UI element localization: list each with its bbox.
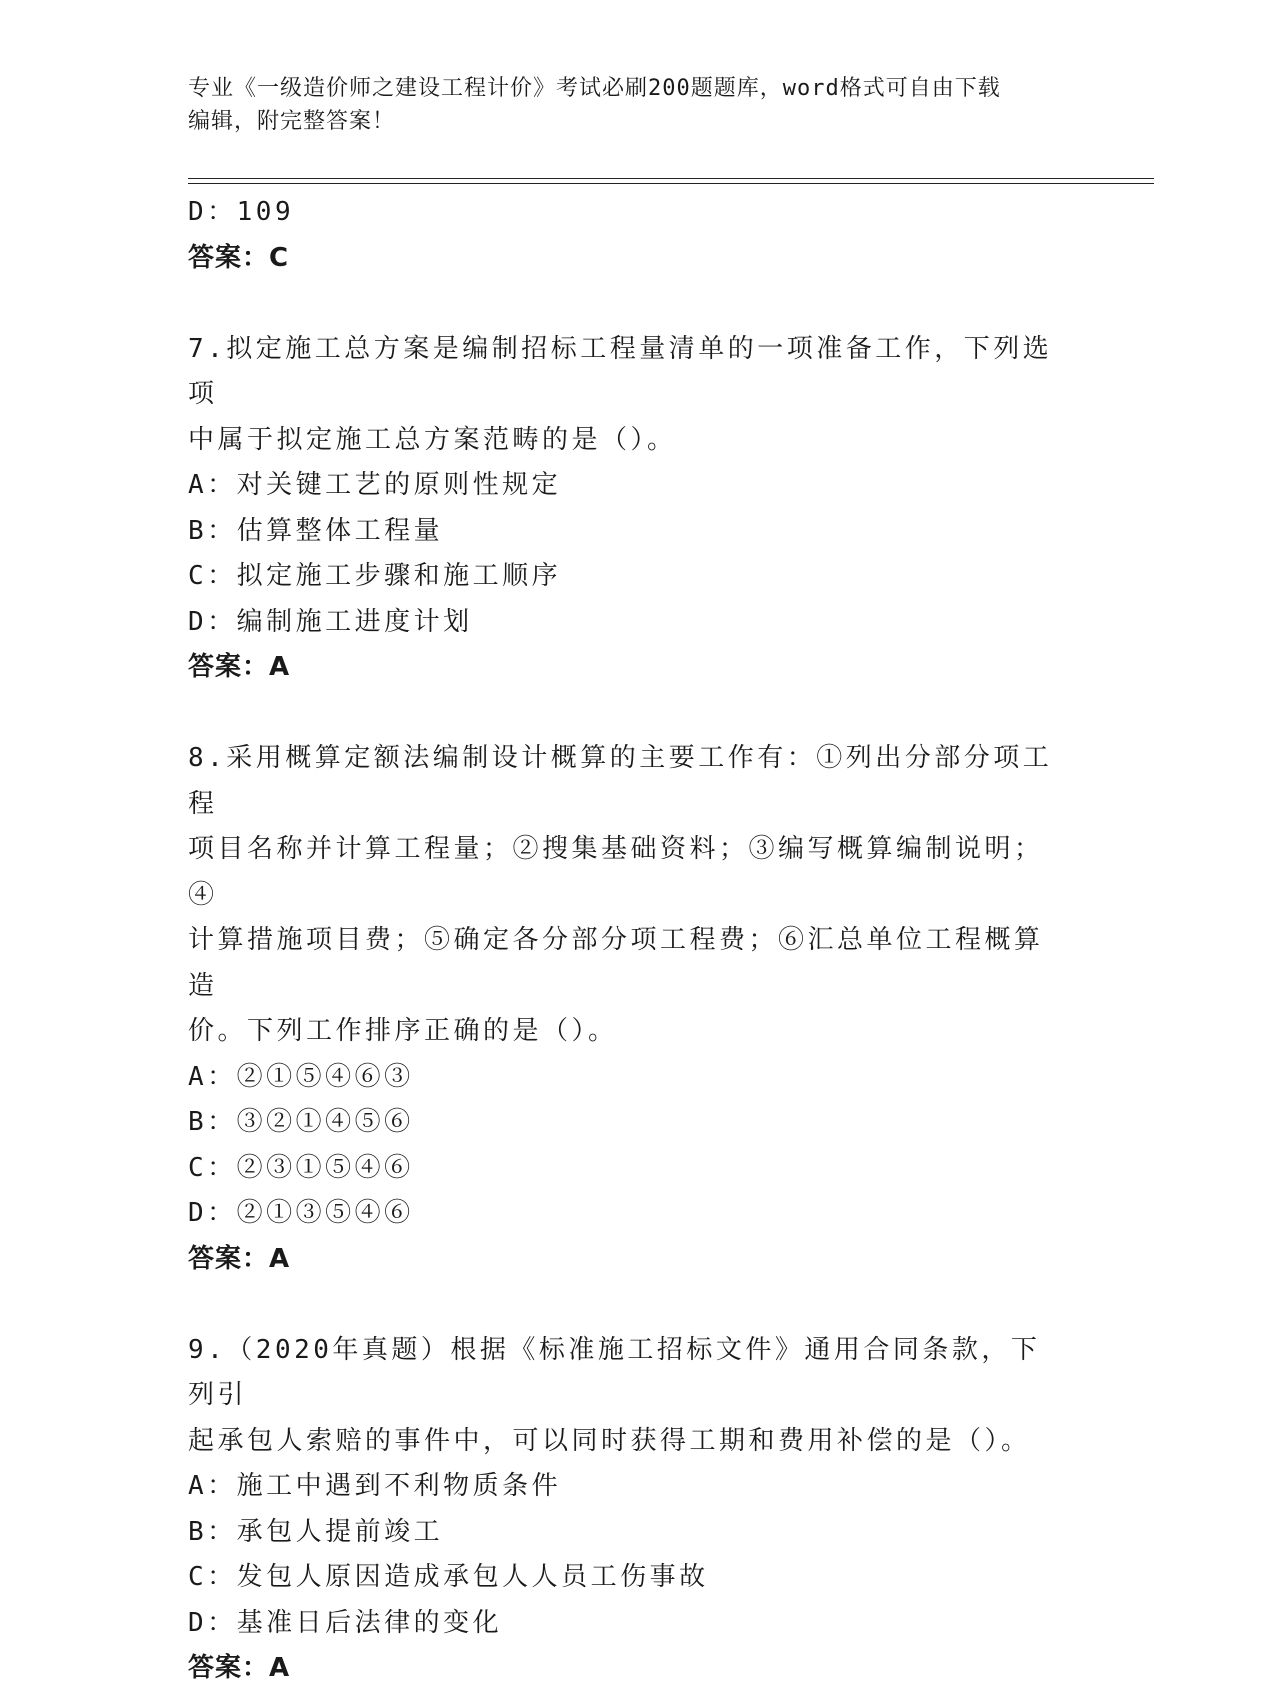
answer-line: 答案：A [188,1243,291,1274]
question-8 [188,736,1068,1282]
question-text: 计算措施项目费；⑤确定各分部分项工程费；⑥汇总单位工程概算造 [188,925,1044,1001]
option-a: A：施工中遇到不利物质条件 [188,1471,562,1501]
question-9 [188,1328,1068,1692]
question-text: 项目名称并计算工程量；②搜集基础资料；③编写概算编制说明；④ [188,834,1044,910]
option-d: D：编制施工进度计划 [188,606,473,637]
option-b: B：承包人提前竣工 [188,1516,444,1547]
question-text: 7.拟定施工总方案是编制招标工程量清单的一项准备工作，下列选项 [188,333,1053,409]
question-text: 中属于拟定施工总方案范畴的是（）。 [188,424,677,455]
option-d: D：109 [188,197,295,227]
question-text: 9.（2020年真题）根据《标准施工招标文件》通用合同条款，下列引 [188,1334,1041,1410]
question-text: 起承包人索赔的事件中，可以同时获得工期和费用补偿的是（）。 [188,1425,1031,1456]
answer-line: 答案：A [188,1653,291,1683]
question-7 [188,327,1068,691]
question-text: 8.采用概算定额法编制设计概算的主要工作有：①列出分部分项工程 [188,743,1053,819]
answer-line: 答案：C [188,242,290,273]
option-b: B：估算整体工程量 [188,515,444,546]
option-c: C：②③①⑤④⑥ [188,1152,414,1183]
option-a: A：对关键工艺的原则性规定 [188,470,562,500]
answer-line: 答案：A [188,652,291,682]
option-a: A：②①⑤④⑥③ [188,1061,414,1092]
page-header [188,72,1068,138]
header-line-1: 专业《一级造价师之建设工程计价》考试必刷200题题库，word格式可自由下载 [188,76,1001,101]
header-rule-top [188,178,1154,179]
option-d: D：基准日后法律的变化 [188,1607,503,1638]
option-b: B：③②①④⑤⑥ [188,1107,414,1137]
option-d: D：②①③⑤④⑥ [188,1198,414,1228]
question-text: 价。下列工作排序正确的是（）。 [188,1016,618,1046]
option-c: C：拟定施工步骤和施工顺序 [188,561,562,591]
carryover-block [188,190,1068,281]
header-rule-bottom [188,183,1154,184]
document-body [188,190,1068,1692]
option-c: C：发包人原因造成承包人人员工伤事故 [188,1562,709,1592]
header-line-2: 编辑，附完整答案！ [188,109,396,134]
